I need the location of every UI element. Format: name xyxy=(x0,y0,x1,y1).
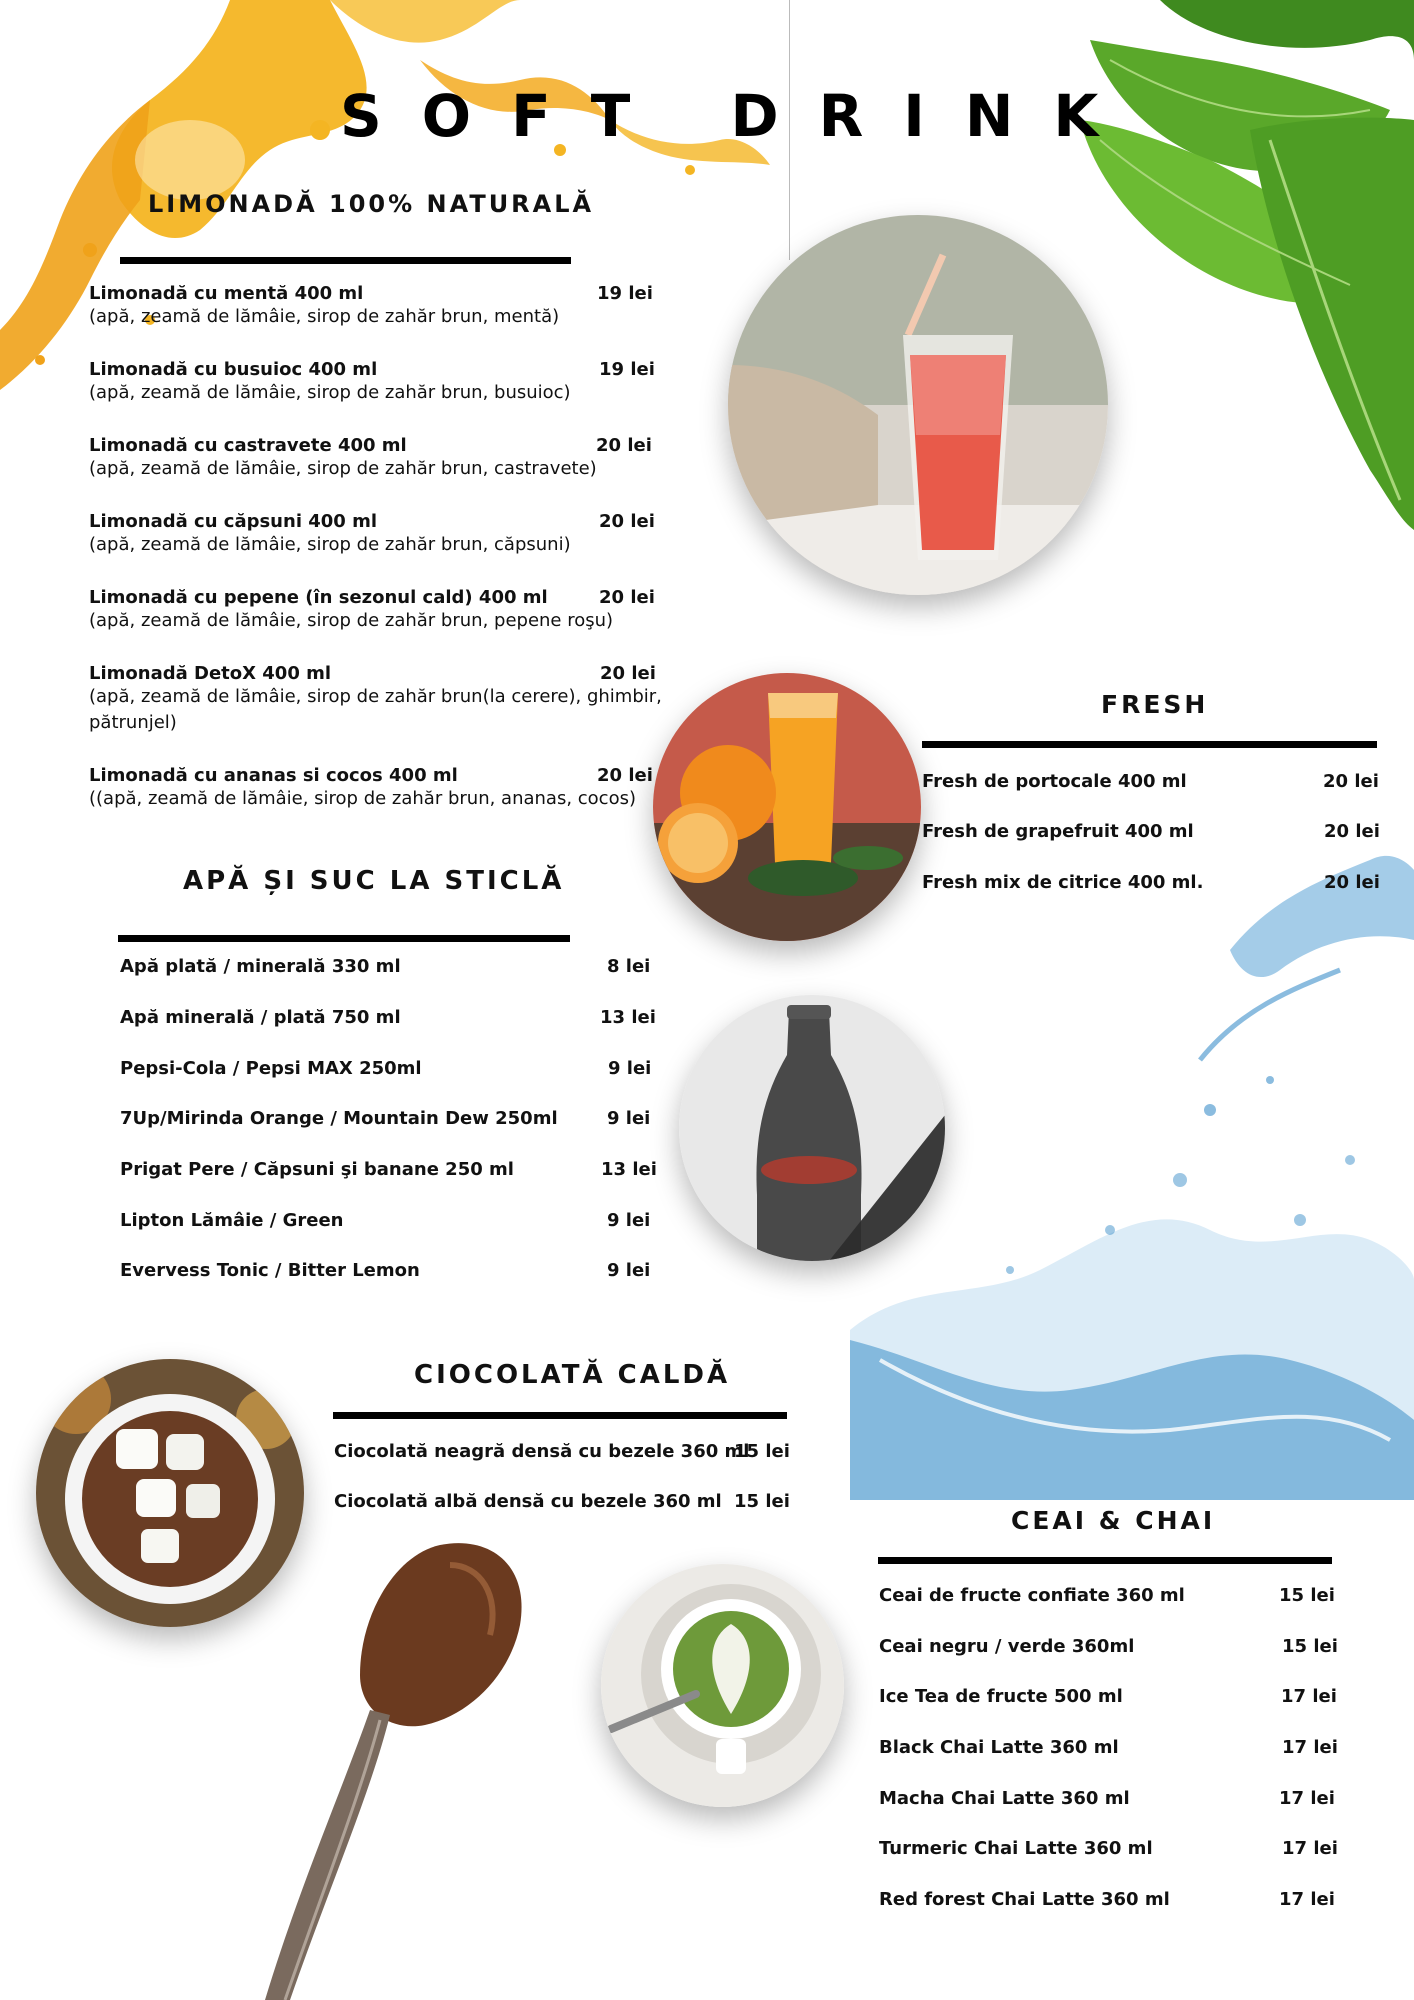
orange-juice-photo xyxy=(653,673,921,941)
item-name: Ceai de fructe confiate 360 ml xyxy=(879,1585,1185,1606)
item-name: Turmeric Chai Latte 360 ml xyxy=(879,1838,1153,1859)
item-name: Macha Chai Latte 360 ml xyxy=(879,1788,1130,1809)
item-price: 20 lei xyxy=(1323,771,1379,792)
item-price: 17 lei xyxy=(1282,1737,1338,1758)
section-rule xyxy=(118,935,570,942)
mint-leaves xyxy=(1070,0,1414,540)
item-name: Limonadă cu ananas si cocos 400 ml xyxy=(89,765,458,786)
item-name: Apă plată / minerală 330 ml xyxy=(120,956,401,977)
item-price: 13 lei xyxy=(600,1007,656,1028)
item-name: Fresh de grapefruit 400 ml xyxy=(922,821,1194,842)
item-price: 20 lei xyxy=(1324,872,1380,893)
item-price: 20 lei xyxy=(1324,821,1380,842)
menu-item xyxy=(89,359,655,406)
item-price: 9 lei xyxy=(607,1210,651,1231)
item-name: Ice Tea de fructe 500 ml xyxy=(879,1686,1123,1707)
item-name: Limonadă cu căpsuni 400 ml xyxy=(89,511,378,532)
item-price: 15 lei xyxy=(1279,1585,1335,1606)
item-price: 20 lei xyxy=(597,765,653,786)
chocolate-spoon xyxy=(210,1535,550,2000)
item-name: 7Up/Mirinda Orange / Mountain Dew 250ml xyxy=(120,1108,558,1129)
menu-item xyxy=(89,283,653,330)
item-price: 17 lei xyxy=(1279,1889,1335,1910)
strawberry-lemonade-photo xyxy=(728,215,1108,595)
item-price: 20 lei xyxy=(599,587,655,608)
item-price: 15 lei xyxy=(734,1491,790,1512)
item-name: Ciocolată albă densă cu bezele 360 ml xyxy=(334,1491,722,1512)
item-name: Apă minerală / plată 750 ml xyxy=(120,1007,401,1028)
item-name: Red forest Chai Latte 360 ml xyxy=(879,1889,1170,1910)
item-name: Limonadă cu castravete 400 ml xyxy=(89,435,407,456)
section-rule xyxy=(120,257,571,264)
section-title-limonada: LIMONADĂ 100% NATURALĂ xyxy=(148,190,595,218)
item-description: (apă, zeamă de lămâie, sirop de zahăr brun, busuioc) xyxy=(89,382,571,403)
item-name: Ciocolată neagră densă cu bezele 360 ml xyxy=(334,1441,750,1462)
section-rule xyxy=(878,1557,1332,1564)
item-name: Limonadă cu mentă 400 ml xyxy=(89,283,364,304)
item-description: (apă, zeamă de lămâie, sirop de zahăr brun, castravete) xyxy=(89,458,597,479)
menu-item xyxy=(89,511,655,558)
section-title-apa: APĂ ȘI SUC LA STICLĂ xyxy=(183,866,565,896)
item-name: Fresh de portocale 400 ml xyxy=(922,771,1187,792)
hot-chocolate-photo xyxy=(36,1359,304,1627)
menu-item xyxy=(89,435,652,482)
item-price: 20 lei xyxy=(599,511,655,532)
cola-bottle-photo xyxy=(679,995,945,1261)
item-price: 20 lei xyxy=(600,663,656,684)
item-description: (apă, zeamă de lămâie, sirop de zahăr brun, mentă) xyxy=(89,306,560,327)
item-name: Lipton Lămâie / Green xyxy=(120,1210,344,1231)
item-name: Evervess Tonic / Bitter Lemon xyxy=(120,1260,420,1281)
item-price: 17 lei xyxy=(1279,1788,1335,1809)
menu-item xyxy=(89,663,662,736)
item-name: Fresh mix de citrice 400 ml. xyxy=(922,872,1204,893)
item-description: (apă, zeamă de lămâie, sirop de zahăr brun, căpsuni) xyxy=(89,534,571,555)
item-description: (apă, zeamă de lămâie, sirop de zahăr brun, pepene roşu) xyxy=(89,610,614,631)
menu-item xyxy=(89,765,653,812)
section-title-fresh: FRESH xyxy=(1101,690,1209,719)
section-rule xyxy=(333,1412,787,1419)
item-name: Black Chai Latte 360 ml xyxy=(879,1737,1119,1758)
item-description-continued: pătrunjel) xyxy=(89,712,177,733)
item-name: Ceai negru / verde 360ml xyxy=(879,1636,1135,1657)
item-price: 15 lei xyxy=(1282,1636,1338,1657)
item-price: 20 lei xyxy=(596,435,652,456)
item-name: Limonadă cu pepene (în sezonul cald) 400 ml xyxy=(89,587,548,608)
section-title-ceai: CEAI & CHAI xyxy=(1011,1506,1216,1535)
item-price: 17 lei xyxy=(1281,1686,1337,1707)
section-rule xyxy=(922,741,1377,748)
section-title-ciocolata: CIOCOLATĂ CALDĂ xyxy=(414,1360,731,1390)
item-description: (apă, zeamă de lămâie, sirop de zahăr brun(la cerere), ghimbir, xyxy=(89,686,662,707)
item-price: 8 lei xyxy=(607,956,651,977)
item-price: 9 lei xyxy=(607,1108,651,1129)
item-price: 9 lei xyxy=(608,1058,652,1079)
item-price: 17 lei xyxy=(1282,1838,1338,1859)
item-name: Limonadă DetoX 400 ml xyxy=(89,663,332,684)
item-price: 9 lei xyxy=(607,1260,651,1281)
item-description: ((apă, zeamă de lămâie, sirop de zahăr brun, ananas, cocos) xyxy=(89,788,636,809)
item-price: 15 lei xyxy=(734,1441,790,1462)
item-name: Prigat Pere / Căpsuni şi banane 250 ml xyxy=(120,1159,514,1180)
menu-item xyxy=(89,587,655,634)
matcha-latte-photo xyxy=(601,1564,844,1807)
item-price: 19 lei xyxy=(597,283,653,304)
item-name: Pepsi-Cola / Pepsi MAX 250ml xyxy=(120,1058,422,1079)
page-title: SOFT DRINK xyxy=(340,82,1139,150)
item-price: 13 lei xyxy=(601,1159,657,1180)
item-name: Limonadă cu busuioc 400 ml xyxy=(89,359,378,380)
item-price: 19 lei xyxy=(599,359,655,380)
